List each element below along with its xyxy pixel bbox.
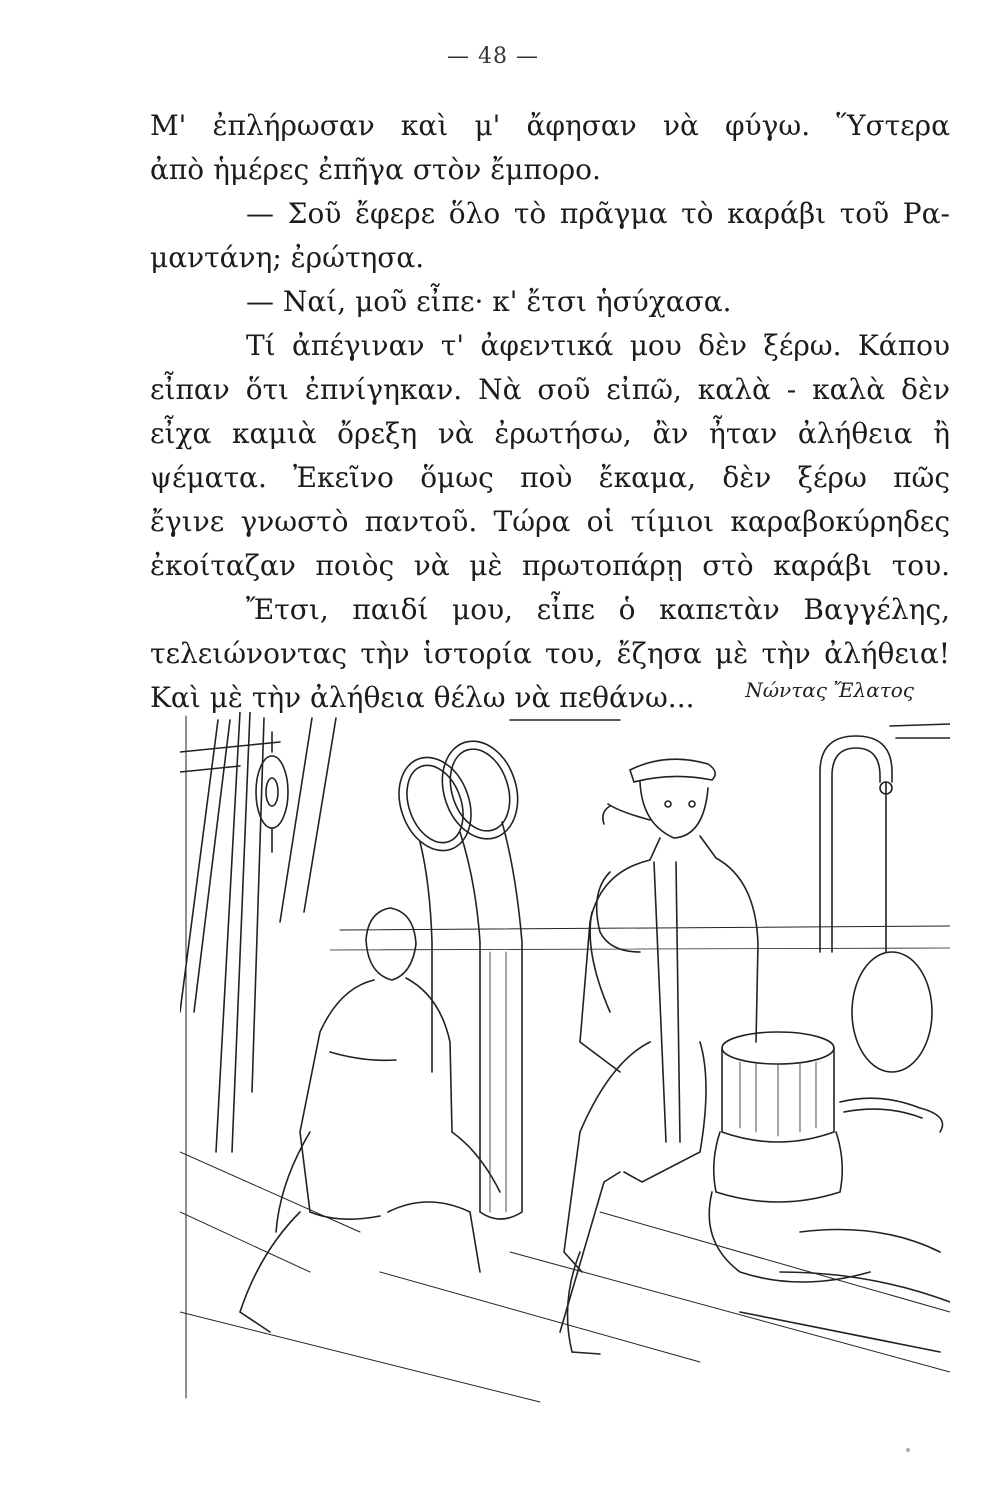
text-line: τελειώνοντας τὴν ἱστορία του, ἔζησα μὲ τὴν ἀλήθεια! — [150, 637, 950, 670]
text-line: Ἔτσι, παιδί μου, εἶπε ὁ καπετὰν Βαγγέλης, — [246, 593, 950, 626]
text-line: — Σοῦ ἔφερε ὅλο τὸ πρᾶγμα τὸ καράβι τοῦ Ρα- — [246, 197, 950, 230]
ventilator-cowls — [387, 731, 530, 1219]
text-line: ψέματα. Ἐκεῖνο ὅμως ποὺ ἔκαμα, δὲν ξέρω πῶς — [150, 461, 950, 494]
text-line: ἔγινε γνωστὸ παντοῦ. Τώρα οἱ τίμιοι καραβοκύρηδες — [150, 505, 950, 538]
railing-hook — [820, 736, 892, 952]
page-number: — 48 — — [447, 44, 539, 69]
seated-boy — [240, 908, 500, 1332]
text-line: ἐκοίταζαν ποιὸς νὰ μὲ πρωτοπάρῃ στὸ καράβι του. — [150, 549, 950, 582]
text-line: ἀπὸ ἡμέρες ἐπῆγα στὸν ἔμπορο. — [150, 153, 601, 186]
text-line: Μ' ἐπλήρωσαν καὶ μ' ἄφησαν νὰ φύγω. Ὕστερα — [150, 109, 950, 142]
story-text — [150, 104, 950, 720]
author-signature: Νώντας Ἔλατος — [745, 678, 914, 702]
text-line: μαντάνη; ἐρώτησα. — [150, 241, 425, 274]
ship-deck-illustration — [180, 712, 950, 1404]
deck-planks — [180, 1152, 950, 1402]
text-line: εἶχα καμιὰ ὄρεξη νὰ ἐρωτήσω, ἂν ἦταν ἀλήθεια ἢ — [150, 417, 950, 450]
text-line: Τί ἀπέγιναν τ' ἀφεντικά μου δὲν ξέρω. Κάπου — [246, 329, 950, 362]
text-line: — Ναί, μοῦ εἶπε· κ' ἔτσι ἡσύχασα. — [246, 285, 732, 318]
captain-figure — [560, 759, 758, 1354]
text-line: εἶπαν ὅτι ἐπνίγηκαν. Νὰ σοῦ εἰπῶ, καλὰ - καλὰ δὲν — [150, 373, 950, 406]
text-line: Καὶ μὲ τὴν ἀλήθεια θέλω νὰ πεθάνω... — [150, 681, 695, 714]
capstan — [709, 1032, 870, 1282]
coiled-rope — [740, 952, 950, 1352]
scan-speck — [906, 1448, 910, 1452]
